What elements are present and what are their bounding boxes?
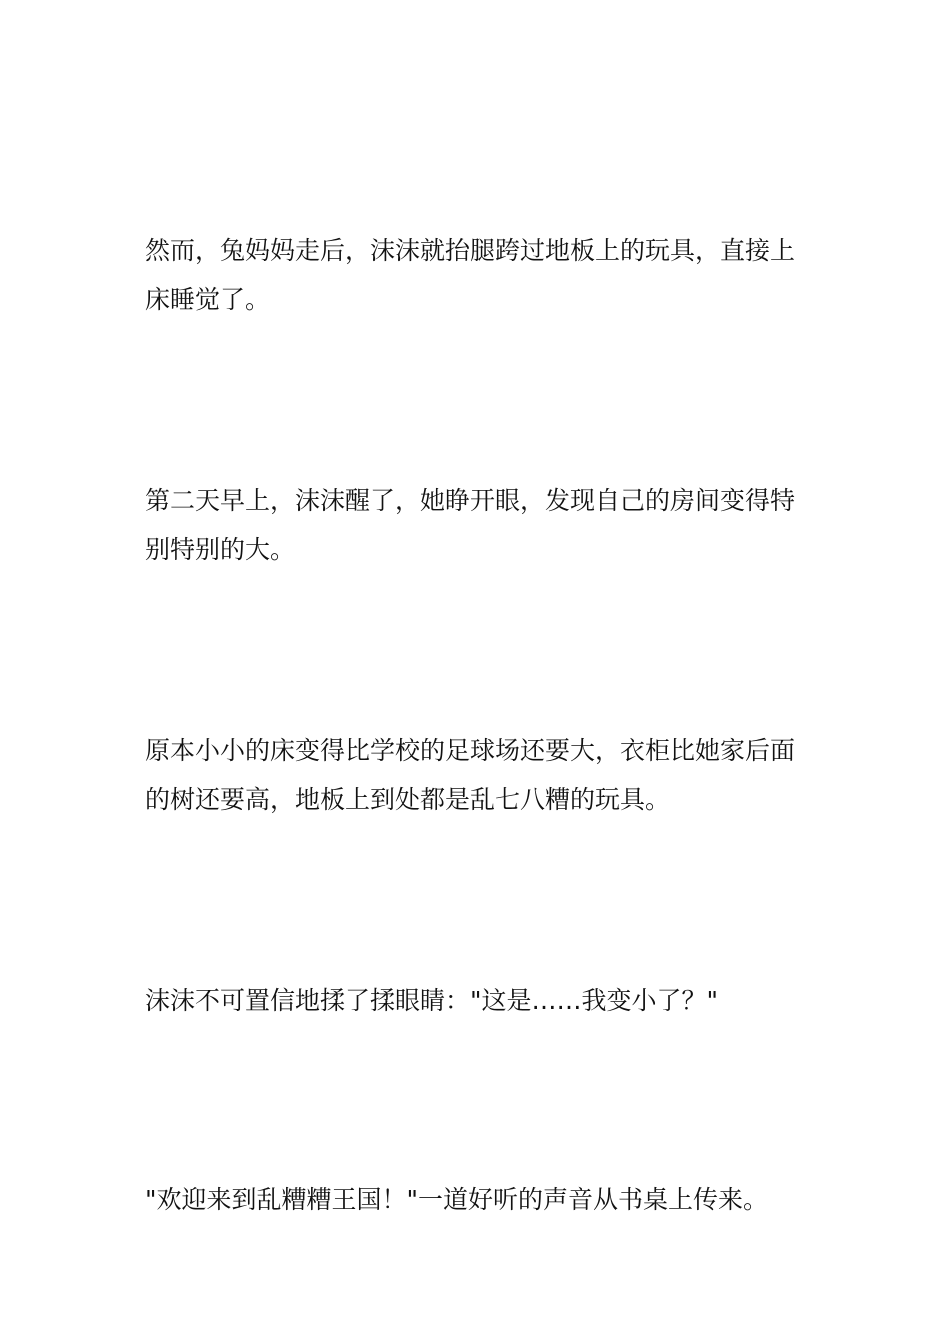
paragraph-5: "欢迎来到乱糟糟王国！"一道好听的声音从书桌上传来。 — [145, 1185, 769, 1214]
paragraph-4: 沫沫不可置信地揉了揉眼睛："这是……我变小了？" — [145, 986, 718, 1015]
paragraph-3: 原本小小的床变得比学校的足球场还要大，衣柜比她家后面的树还要高，地板上到处都是乱七八糟的玩具。 — [145, 736, 796, 814]
paragraph-2: 第二天早上，沫沫醒了，她睁开眼，发现自己的房间变得特别特别的大。 — [145, 486, 796, 564]
paragraph-1: 然而，兔妈妈走后，沫沫就抬腿跨过地板上的玩具，直接上床睡觉了。 — [145, 236, 796, 314]
